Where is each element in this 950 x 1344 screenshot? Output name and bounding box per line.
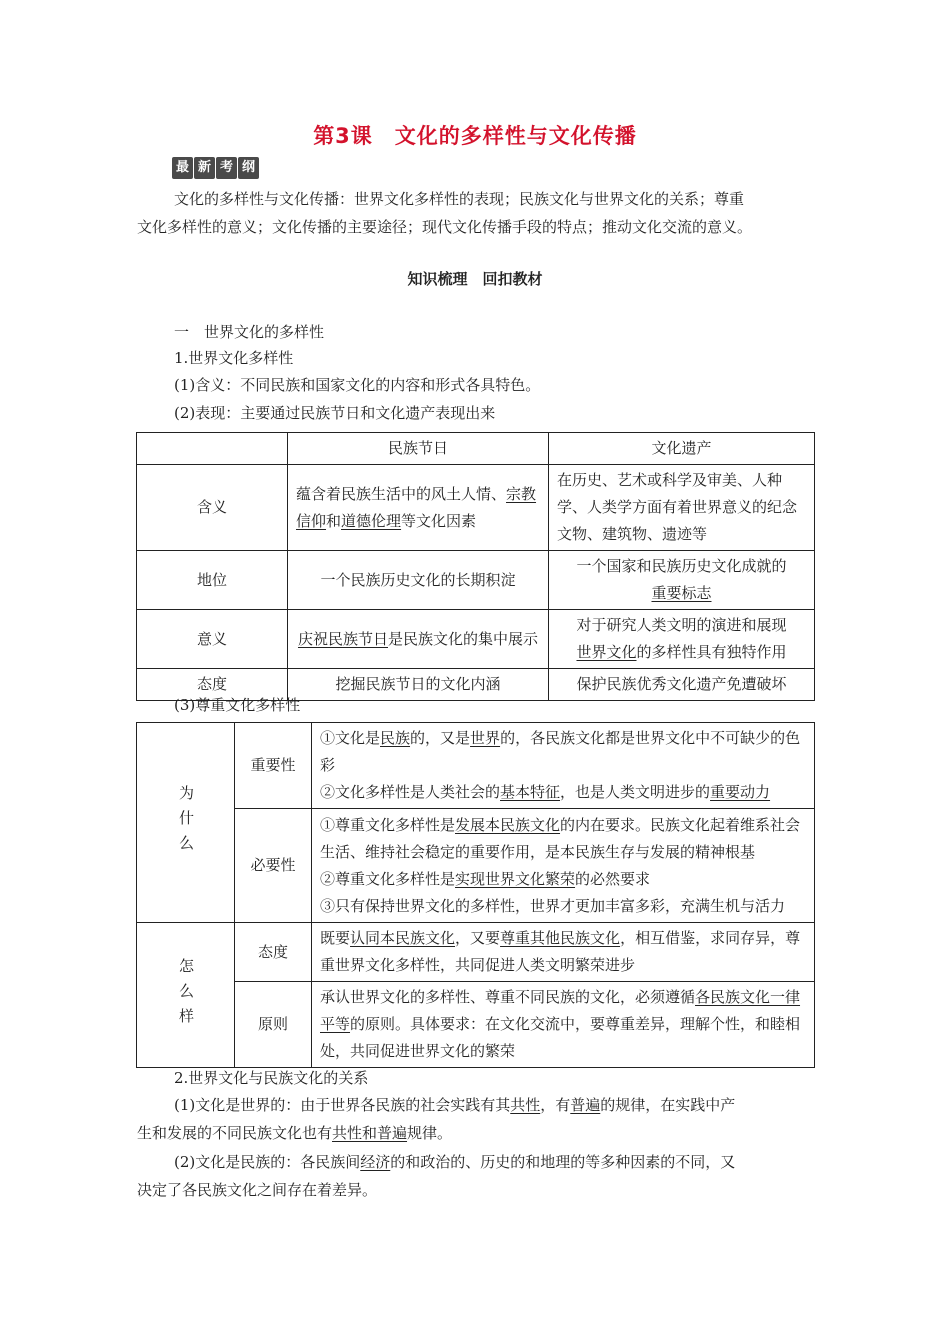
- table-cell: 一个民族历史文化的长期积淀: [288, 551, 549, 610]
- table-cell: 承认世界文化的多样性、尊重不同民族的文化，必须遵循各民族文化一律平等的原则。具体要求：在文化交流中，要尊重差异，理解个性，和睦相处，共同促进世界文化的繁荣: [312, 982, 815, 1068]
- festival-heritage-table: [136, 432, 815, 701]
- intro-line-1: 文化的多样性与文化传播：世界文化多样性的表现；民族文化与世界文化的关系；尊重: [174, 190, 745, 208]
- syllabus-badge: [172, 157, 259, 179]
- table-cell: 对于研究人类文明的演进和展现 世界文化的多样性具有独特作用: [549, 610, 815, 669]
- paragraph-line: (1)文化是世界的：由于世界各民族的社会实践有其共性，有普遍的规律，在实践中产: [174, 1096, 736, 1114]
- row-label: 态度: [137, 669, 288, 701]
- item-expression: (2)表现：主要通过民族节日和文化遗产表现出来: [174, 404, 496, 422]
- badge-char: 新: [194, 157, 215, 179]
- badge-char: 考: [216, 157, 237, 179]
- badge-char: 纲: [238, 157, 259, 179]
- row-label: 含义: [137, 465, 288, 551]
- group-label-how: 怎么样: [137, 923, 235, 1068]
- table-cell: 一个国家和民族历史文化成就的 重要标志: [549, 551, 815, 610]
- row-label: 重要性: [235, 723, 312, 809]
- paragraph-line: (2)文化是民族的：各民族间经济的和政治的、历史的和地理的等多种因素的不同，又: [174, 1153, 736, 1171]
- section-heading: 一 世界文化的多样性: [174, 323, 325, 341]
- paragraph-line: 决定了各民族文化之间存在着差异。: [137, 1181, 378, 1199]
- table-cell: 挖掘民族节日的文化内涵: [288, 669, 549, 701]
- table-header: 文化遗产: [549, 433, 815, 465]
- page-title: 第3课 文化的多样性与文化传播: [313, 124, 637, 148]
- row-label: 必要性: [235, 809, 312, 923]
- respect-diversity-table: [136, 722, 815, 1068]
- item-definition: (1)含义：不同民族和国家文化的内容和形式各具特色。: [174, 376, 541, 394]
- table-cell: 在历史、艺术或科学及审美、人种学、人类学方面有着世界意义的纪念文物、建筑物、遗迹等: [549, 465, 815, 551]
- section-subheading: 知识梳理 回扣教材: [407, 270, 543, 288]
- table-header-blank: [137, 433, 288, 465]
- group-label-why: 为什么: [137, 723, 235, 923]
- item-heading: 1.世界文化多样性: [174, 349, 294, 367]
- row-label: 地位: [137, 551, 288, 610]
- table-header: 民族节日: [288, 433, 549, 465]
- table-cell: ①尊重文化多样性是发展本民族文化的内在要求。民族文化起着维系社会生活、维持社会稳定的重要作用，是本民族生存与发展的精神根基 ②尊重文化多样性是实现世界文化繁荣的必然要求 ③只有保持世界文化的多样性，世界才更加丰富多彩，充满生机与活力: [312, 809, 815, 923]
- table-cell: 保护民族优秀文化遗产免遭破坏: [549, 669, 815, 701]
- paragraph-line: 生和发展的不同民族文化也有共性和普遍规律。: [137, 1124, 453, 1142]
- row-label: 原则: [235, 982, 312, 1068]
- table-cell: 既要认同本民族文化，又要尊重其他民族文化，相互借鉴，求同存异，尊重世界文化多样性，共同促进人类文明繁荣进步: [312, 923, 815, 982]
- row-label: 态度: [235, 923, 312, 982]
- table-cell: ①文化是民族的，又是世界的，各民族文化都是世界文化中不可缺少的色彩 ②文化多样性是人类社会的基本特征，也是人类文明进步的重要动力: [312, 723, 815, 809]
- row-label: 意义: [137, 610, 288, 669]
- badge-char: 最: [172, 157, 193, 179]
- item-heading: 2.世界文化与民族文化的关系: [174, 1069, 369, 1087]
- intro-line-2: 文化多样性的意义；文化传播的主要途径；现代文化传播手段的特点；推动文化交流的意义。: [137, 218, 753, 236]
- table-cell: 蕴含着民族生活中的风土人情、宗教信仰和道德伦理等文化因素: [288, 465, 549, 551]
- table-cell: 庆祝民族节日是民族文化的集中展示: [288, 610, 549, 669]
- item-respect: (3)尊重文化多样性: [174, 696, 301, 714]
